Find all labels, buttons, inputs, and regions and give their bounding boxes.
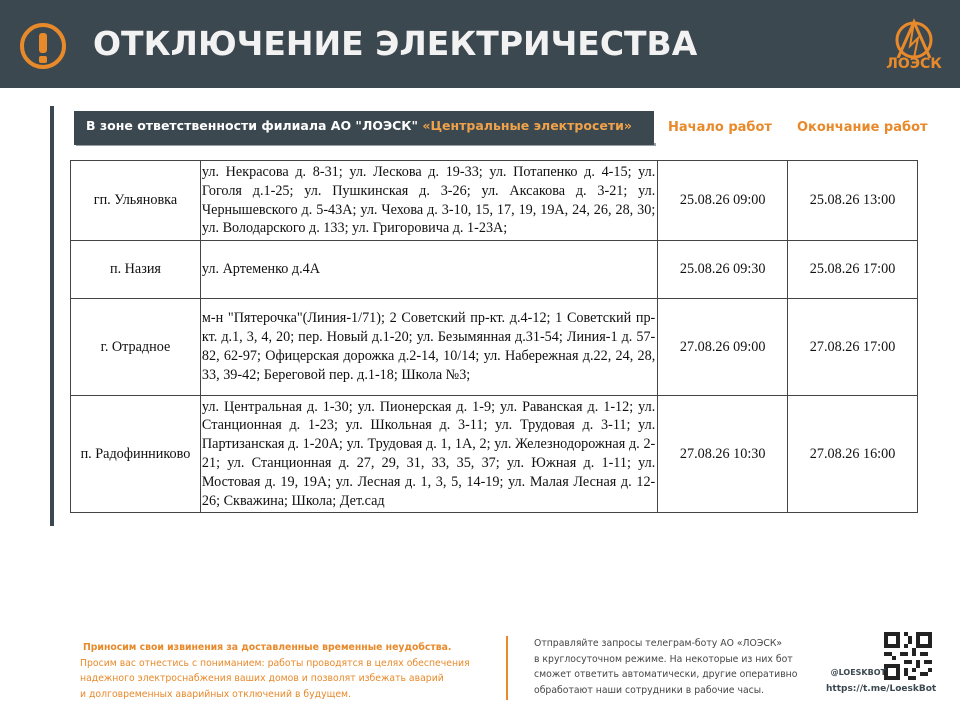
zone-banner (74, 111, 654, 145)
qr-code-icon[interactable] (884, 632, 932, 680)
table-row (71, 396, 918, 513)
apology-line: и долговременных аварийных отключений в будущем. (80, 688, 352, 700)
table-row (71, 299, 918, 396)
streets-cell: ул. Артеменко д.4А (200, 241, 657, 299)
streets-cell: ул. Центральная д. 1-30; ул. Пионерская д. 1-9; ул. Раванская д. 1-12; ул. Станционная д. 1-23; ул. Школьная д. 3-11; ул. Трудовая д. 3-11; ул. Партизанская д. 1-20А; ул. Трудовая д. 1, 1А, 2; ул. Железнодорожная д. 2-21; ул. Станционная д. 27, 29, 31, 33, 35, 37; ул. Южная д. 1-11; ул. Мостовая д. 19, 19А; ул. Лесная д. 1, 3, 5, 14-19; ул. Малая Лесная д. 12-26; Скважина; Школа; Дет.сад (200, 396, 657, 513)
footer-apology (80, 640, 500, 702)
start-time-cell: 25.08.26 09:00 (658, 161, 788, 241)
location-cell: г. Отрадное (71, 299, 201, 396)
logo-text: ЛОЭСК (886, 56, 942, 72)
loesk-logo (886, 18, 942, 76)
end-time-cell: 25.08.26 17:00 (788, 241, 918, 299)
bot-info-line: Отправляйте запросы телеграм-боту АО «ЛОЭСК» (534, 638, 783, 649)
start-time-cell: 27.08.26 10:30 (658, 396, 788, 513)
streets-cell: ул. Некрасова д. 8-31; ул. Лескова д. 19-33; ул. Потапенко д. 4-15; ул. Гоголя д.1-25; ул. Пушкинская д. 3-26; ул. Аксакова д. 3-21; ул. Чернышевского д. 5-43А; ул. Чехова д. 3-10, 15, 17, 19, 19А, 24, 26, 28, 30; ул. Володарского д. 133; ул. Григоровича д. 1-23А; (200, 161, 657, 241)
bot-info-line: в круглосуточном режиме. На некоторые из них бот (534, 653, 793, 665)
location-cell: п. Радофинниково (71, 396, 201, 513)
column-header-start: Начало работ (668, 120, 772, 135)
apology-line: Просим вас отнестись с пониманием: работы проводятся в целях обеспечения (80, 657, 470, 669)
header-bar (0, 0, 960, 88)
apology-line: надежного электроснабжения ваших домов и позволят избежать аварий (80, 673, 444, 684)
exclamation-circle-icon (20, 23, 66, 69)
zone-label: В зоне ответственности филиала АО "ЛОЭСК" (86, 118, 419, 133)
footer-divider (506, 636, 508, 700)
end-time-cell: 27.08.26 17:00 (788, 299, 918, 396)
accent-line (50, 106, 54, 526)
bot-handle: @LOESKBOT (830, 668, 886, 677)
bot-info-line: обработают наши сотрудники в рабочие часы. (534, 684, 765, 696)
end-time-cell: 25.08.26 13:00 (788, 161, 918, 241)
apology-heading: Приносим свои извинения за доставленные временные неудобства. (83, 642, 452, 653)
end-time-cell: 27.08.26 16:00 (788, 396, 918, 513)
bot-info-line: сможет ответить автоматически, другие оперативно (534, 669, 798, 680)
column-header-end: Окончание работ (797, 120, 928, 135)
bot-link[interactable]: https://t.me/LoeskBot (826, 684, 937, 694)
loesk-logo-icon (886, 18, 942, 58)
zone-branch: «Центральные электросети» (422, 118, 632, 133)
location-cell: гп. Ульяновка (71, 161, 201, 241)
location-cell: п. Назия (71, 241, 201, 299)
table-row (71, 241, 918, 299)
page-title: ОТКЛЮЧЕНИЕ ЭЛЕКТРИЧЕСТВА (93, 24, 698, 63)
outage-schedule-table (70, 160, 918, 513)
footer-bot-info (534, 636, 824, 698)
table-row (71, 161, 918, 241)
start-time-cell: 25.08.26 09:30 (658, 241, 788, 299)
start-time-cell: 27.08.26 09:00 (658, 299, 788, 396)
streets-cell: м-н "Пятерочка"(Линия-1/71); 2 Советский пр-кт. д.4-12; 1 Советский пр-кт. д.1, 3, 4, 20; пер. Новый д.1-20; ул. Безымянная д.31-54; Линия-1 д. 57-82, 62-97; Офицерская дорожка д.2-14, 10/14; ул. Набережная д.22, 24, 28, 33, 39-42; Береговой пер. д.1-18; Школа №3; (200, 299, 657, 396)
